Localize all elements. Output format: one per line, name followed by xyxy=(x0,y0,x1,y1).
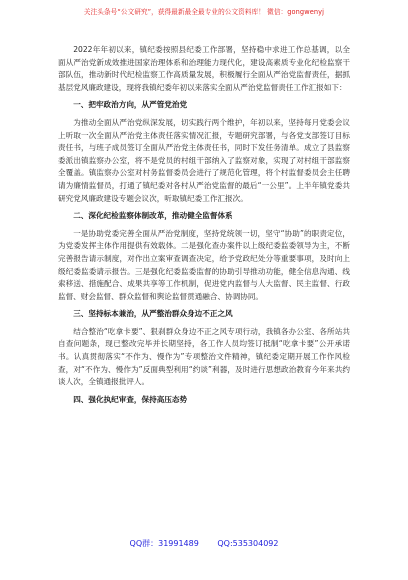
header-banner: 关注头条号“公文研究”，获得最新最全最专业的公文资料库！ 微信：gongwenyj xyxy=(83,8,325,16)
footer-qq: QQ:535304092 xyxy=(217,539,279,548)
section-3-paragraph: 结合整治“吃拿卡要”、狠刹群众身边不正之风专项行动，我镇各办公室、各所站共自查问题条，现已整改完毕并长期坚持，各工作人员均签订抵制“吃拿卡要”公开承诺书。认真贯彻落实“不作为、慢作为”专项整治文件精神，镇纪委定期开展工作作风检查，对“不作为、慢作为”反面典型利用“约谈”利器，及时进行思想政治教育今年来共约谈人次，全镇通报批评人。 xyxy=(58,326,350,387)
section-2-paragraph: 一是协助党委完善全面从严治党制度，坚持党统领一切，坚守“协助”的职责定位，为党委发挥主体作用提供有效载体。二是强化查办案件以上级纪委监委领导为主，不断完善报告请示制度，对作出立案审查调查决定，给予党政纪处分等重要事项，及时向上级纪委监委请示报告。三是强化纪委监委监督的协助引导推动功能，健全信息沟通、线索移送、措施配合、成果共享等工作机制，促进党内监督与人大监督、民主监督、行政监督、财会监督、群众监督和舆论监督贯通融合、协调协同。 xyxy=(58,228,350,301)
section-heading-4: 四、强化执纪审查，保持高压态势 xyxy=(73,394,188,404)
footer-qq-group: QQ群：31991489 xyxy=(129,539,199,548)
section-heading-2: 二、深化纪检监察体制改革，推动健全监督体系 xyxy=(73,211,233,221)
document-body xyxy=(58,44,350,411)
intro-paragraph: 2022年年初以来，镇纪委按照县纪委工作部署，坚持稳中求进工作总基调，以全面从严治党新成效推进国家治理体系和治理能力现代化，建设高素质专业化纪检监察干部队伍，推动新时代纪检监察工作高质量发展，积极履行全面从严治党监督责任，据抓基层党风廉政建设，现将我镇纪委年初以来落实全面从严治党监督责任工作汇报如下： xyxy=(58,45,350,92)
section-heading-1: 一、把牢政治方向，从严管党治党 xyxy=(73,100,188,110)
footer-contact xyxy=(0,538,408,549)
section-heading-3: 三、坚持标本兼治，从严整治群众身边不正之风 xyxy=(73,309,233,319)
section-1-paragraph: 为推动全面从严治党纵深发展，切实践行两个维护，年初以来，坚持每月党委会议上听取一次全面从严治党主体责任落实情况汇报，专题研究部署，与各党支部签订目标责任书，与班子成员签订全面从严治党主体责任书，同时下发任务清单。成立了县监察委派出镇监察办公室，将不是党员的村组干部纳入了监察对象，实现了对村组干部监察全覆盖。镇监察办公室对村务监督委员会进行了规范化管理，将个村监督委员会主任聘请为廉情监督员，打通了镇纪委对各村从严治党监督的最后“一公里”。上半年镇党委共研究党风廉政建设专题会议次，听取镇纪委工作汇报次。 xyxy=(58,117,350,203)
